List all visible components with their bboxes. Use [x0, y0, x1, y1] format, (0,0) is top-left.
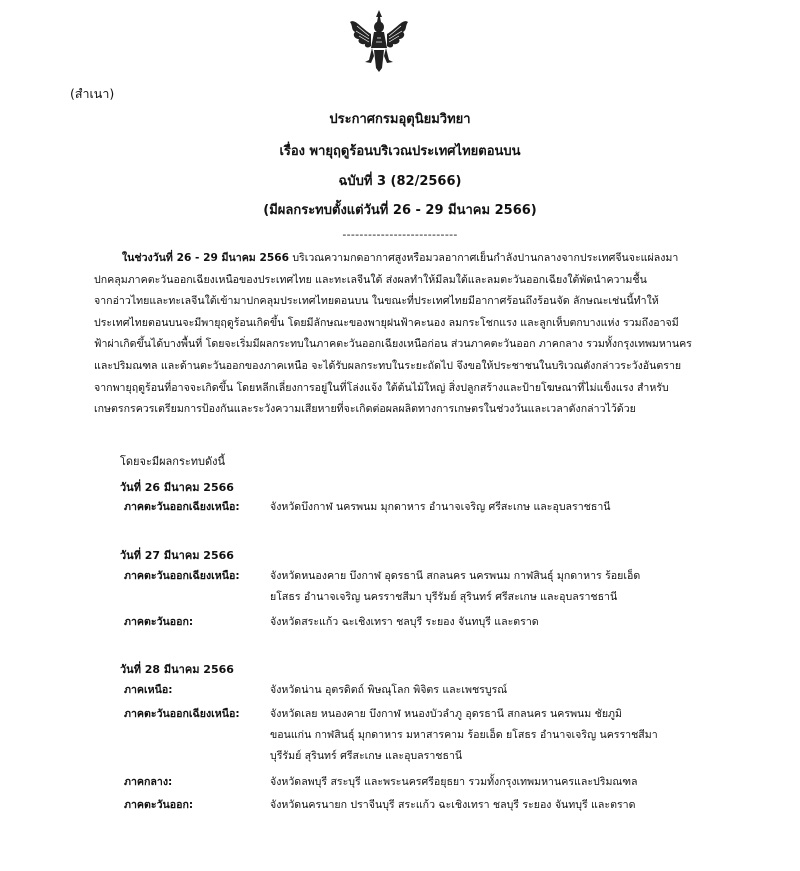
effect-date: วันที่ 27 มีนาคม 2566	[120, 549, 234, 562]
paragraph-line: จากพายุฤดูร้อนที่อาจจะเกิดขึ้น โดยหลีกเลี่ยงการอยู่ในที่โล่งแจ้ง ใต้ต้นไม้ใหญ่ สิ่งปลูกสร้างและป้ายโฆษณาที่ไม่แข็งแรง สำหรับ	[94, 381, 669, 394]
effect-region-label: ภาคกลาง:	[124, 776, 173, 788]
effect-provinces: จังหวัดนครนายก ปราจีนบุรี สระแก้ว ฉะเชิงเทรา ชลบุรี ระยอง จันทบุรี และตราด	[270, 799, 636, 811]
copy-label: (สำเนา)	[70, 86, 115, 101]
divider: ---------------------------	[342, 228, 458, 241]
paragraph-line: ปกคลุมภาคตะวันออกเฉียงเหนือของประเทศไทย และทะเลจีนใต้ ส่งผลทำให้มีลมใต้และลมตะวันออกเฉียงใต้พัดนำความชื้น	[94, 273, 647, 286]
effect-region-label: ภาคตะวันออกเฉียงเหนือ:	[124, 501, 240, 513]
effect-region-label: ภาคตะวันออกเฉียงเหนือ:	[124, 570, 240, 582]
effect-provinces: จังหวัดสระแก้ว ฉะเชิงเทรา ชลบุรี ระยอง จันทบุรี และตราด	[270, 616, 539, 628]
paragraph-line: ฟ้าผ่าเกิดขึ้นได้บางพื้นที่ โดยจะเริ่มมีผลกระทบในภาคตะวันออกเฉียงเหนือก่อน ส่วนภาคตะวันออก ภาคกลาง รวมทั้งกรุงเทพมหานคร	[94, 338, 692, 351]
effect-region-label: ภาคตะวันออกเฉียงเหนือ:	[124, 708, 240, 720]
body-paragraph	[94, 248, 730, 421]
announcement-org-title: ประกาศกรมอุตุนิยมวิทยา	[329, 112, 471, 127]
paragraph-line: เกษตรกรควรเตรียมการป้องกันและระวังความเสียหายที่จะเกิดต่อผลผลิตทางการเกษตรในช่วงวันและเวลาดังกล่าวไว้ด้วย	[94, 403, 636, 416]
effect-provinces: จังหวัดหนองคาย บึงกาฬ อุดรธานี สกลนคร นครพนม กาฬสินธุ์ มุกดาหาร ร้อยเอ็ด ยโสธร อำนาจเจริญ นครราชสีมา บุรีรัมย์ สุรินทร์ ศรีสะเกษ และอุบลราชธานี	[270, 570, 641, 603]
effects-heading: โดยจะมีผลกระทบดังนี้	[120, 455, 226, 468]
effect-provinces: จังหวัดเลย หนองคาย บึงกาฬ หนองบัวลำภู อุดรธานี สกลนคร นครพนม ชัยภูมิ ขอนแก่น กาฬสินธุ์ มุกดาหาร มหาสารคาม ร้อยเอ็ด ยโสธร อำนาจเจริญ นครราชสีมา บุรีรัมย์ สุรินทร์ ศรีสะเกษ และอุบลราชธานี	[270, 708, 658, 762]
paragraph-line: จากอ่าวไทยและทะเลจีนใต้เข้ามาปกคลุมประเทศไทยตอนบน ในขณะที่ประเทศไทยมีอากาศร้อนถึงร้อนจัด ลักษณะเช่นนี้ทำให้	[94, 295, 659, 308]
effect-region-label: ภาคเหนือ:	[124, 684, 173, 696]
announcement-effective-period: (มีผลกระทบตั้งแต่วันที่ 26 - 29 มีนาคม 2566)	[263, 203, 537, 218]
announcement-issue: ฉบับที่ 3 (82/2566)	[338, 174, 462, 189]
paragraph-line: ประเทศไทยตอนบนจะมีพายุฤดูร้อนเกิดขึ้น โดยมีลักษณะของพายุฝนฟ้าคะนอง ลมกระโชกแรง และลูกเห็บตกบางแห่ง รวมถึงอาจมี	[94, 316, 679, 329]
effect-region-label: ภาคตะวันออก:	[124, 616, 194, 628]
garuda-emblem	[347, 8, 411, 74]
paragraph-lead: ในช่วงวันที่ 26 - 29 มีนาคม 2566	[122, 252, 289, 264]
paragraph-line: และปริมณฑล และด้านตะวันออกของภาคเหนือ จะได้รับผลกระทบในระยะถัดไป จึงขอให้ประชาชนในบริเวณดังกล่าวระวังอันตราย	[94, 359, 682, 372]
effect-date: วันที่ 26 มีนาคม 2566	[120, 481, 234, 494]
announcement-subject: เรื่อง พายุฤดูร้อนบริเวณประเทศไทยตอนบน	[279, 144, 521, 159]
effect-provinces: จังหวัดลพบุรี สระบุรี และพระนครศรีอยุธยา รวมทั้งกรุงเทพมหานครและปริมณฑล	[270, 776, 638, 788]
effect-date: วันที่ 28 มีนาคม 2566	[120, 663, 234, 676]
effect-provinces: จังหวัดบึงกาฬ นครพนม มุกดาหาร อำนาจเจริญ ศรีสะเกษ และอุบลราชธานี	[270, 501, 611, 513]
paragraph-line: ในช่วงวันที่ 26 - 29 มีนาคม 2566 บริเวณความกดอากาศสูงหรือมวลอากาศเย็นกำลังปานกลางจากประเทศจีนจะแผ่ลงมา	[122, 252, 679, 264]
effect-provinces: จังหวัดน่าน อุตรดิตถ์ พิษณุโลก พิจิตร และเพชรบูรณ์	[270, 684, 508, 696]
effect-region-label: ภาคตะวันออก:	[124, 799, 194, 811]
